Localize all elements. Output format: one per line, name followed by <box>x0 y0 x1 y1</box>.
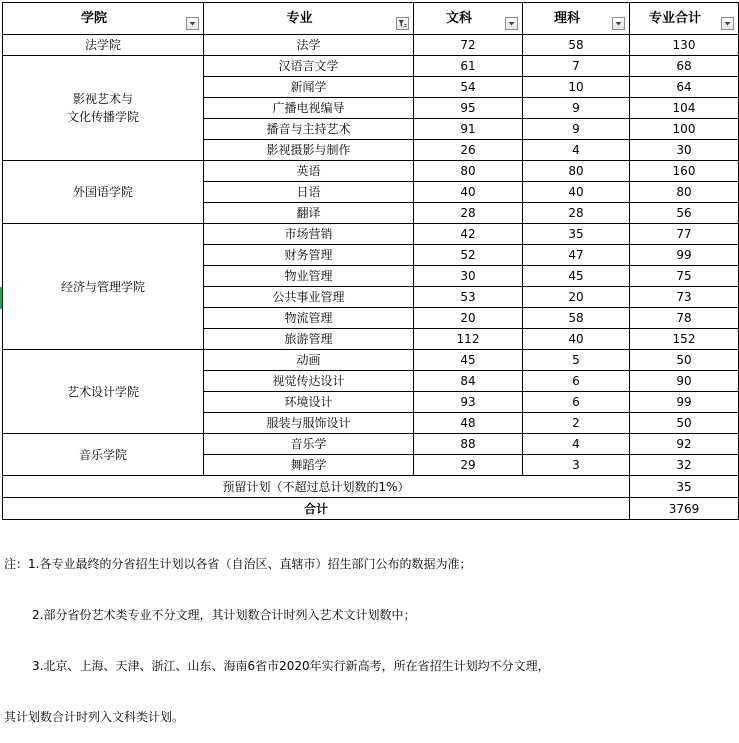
total-cell[interactable]: 32 <box>630 455 739 476</box>
arts-cell[interactable]: 61 <box>414 56 523 77</box>
college-name: 艺术设计学院 <box>66 384 139 399</box>
arts-cell[interactable]: 54 <box>414 77 523 98</box>
total-cell[interactable]: 64 <box>630 77 739 98</box>
science-cell[interactable]: 20 <box>523 287 630 308</box>
arts-cell[interactable]: 30 <box>414 266 523 287</box>
table-row <box>3 224 739 245</box>
major-cell[interactable]: 播音与主持艺术 <box>204 119 414 140</box>
arts-cell[interactable]: 42 <box>414 224 523 245</box>
major-cell[interactable]: 视觉传达设计 <box>204 371 414 392</box>
science-cell[interactable]: 58 <box>523 308 630 329</box>
dropdown-filter-icon[interactable] <box>612 17 625 30</box>
header-college-label: 学院 <box>80 10 107 26</box>
science-cell[interactable]: 47 <box>523 245 630 266</box>
science-cell[interactable]: 5 <box>523 350 630 371</box>
college-cell[interactable] <box>3 224 204 350</box>
science-cell[interactable]: 6 <box>523 392 630 413</box>
total-cell[interactable]: 56 <box>630 203 739 224</box>
grand-total-value[interactable]: 3769 <box>630 498 739 520</box>
science-cell[interactable]: 7 <box>523 56 630 77</box>
major-cell[interactable]: 服装与服饰设计 <box>204 413 414 434</box>
header-college <box>3 3 204 35</box>
major-cell[interactable]: 旅游管理 <box>204 329 414 350</box>
header-science-label: 理科 <box>553 10 580 26</box>
arts-cell[interactable]: 91 <box>414 119 523 140</box>
science-cell[interactable]: 3 <box>523 455 630 476</box>
major-cell[interactable]: 广播电视编导 <box>204 98 414 119</box>
total-cell[interactable]: 50 <box>630 413 739 434</box>
science-cell[interactable]: 58 <box>523 35 630 56</box>
arts-cell[interactable]: 80 <box>414 161 523 182</box>
college-cell[interactable] <box>3 161 204 224</box>
major-cell[interactable]: 财务管理 <box>204 245 414 266</box>
total-cell[interactable]: 160 <box>630 161 739 182</box>
total-cell[interactable]: 99 <box>630 245 739 266</box>
college-name: 影视艺术与 <box>72 92 133 106</box>
major-cell[interactable]: 市场营销 <box>204 224 414 245</box>
science-cell[interactable]: 2 <box>523 413 630 434</box>
college-cell[interactable] <box>3 434 204 476</box>
college-cell[interactable] <box>3 350 204 434</box>
arts-cell[interactable]: 48 <box>414 413 523 434</box>
header-science <box>523 3 630 35</box>
header-row <box>3 3 739 35</box>
major-cell[interactable]: 物业管理 <box>204 266 414 287</box>
major-cell[interactable]: 汉语言文学 <box>204 56 414 77</box>
table-row <box>3 161 739 182</box>
major-cell[interactable]: 影视摄影与制作 <box>204 140 414 161</box>
header-total-label: 专业合计 <box>648 10 701 26</box>
arts-cell[interactable]: 29 <box>414 455 523 476</box>
college-cell[interactable] <box>3 35 204 56</box>
enrollment-plan-sheet <box>2 2 738 520</box>
college-name: 经济与管理学院 <box>60 279 145 294</box>
reserve-row <box>3 476 739 498</box>
dropdown-filter-icon[interactable] <box>721 17 734 30</box>
college-name: 外国语学院 <box>72 185 133 199</box>
science-cell[interactable]: 6 <box>523 371 630 392</box>
footnote-line: 其计划数合计时列入文科类计划。 <box>4 710 185 724</box>
major-cell[interactable]: 法学 <box>204 35 414 56</box>
major-cell[interactable]: 翻译 <box>204 203 414 224</box>
arts-cell[interactable]: 112 <box>414 329 523 350</box>
arts-cell[interactable]: 28 <box>414 203 523 224</box>
total-cell[interactable]: 152 <box>630 329 739 350</box>
total-cell[interactable]: 104 <box>630 98 739 119</box>
total-cell[interactable]: 100 <box>630 119 739 140</box>
total-cell[interactable]: 73 <box>630 287 739 308</box>
total-cell[interactable]: 130 <box>630 35 739 56</box>
total-cell[interactable]: 68 <box>630 56 739 77</box>
grand-total-row <box>3 498 739 520</box>
header-arts-label: 文科 <box>445 10 472 26</box>
total-cell[interactable]: 78 <box>630 308 739 329</box>
total-cell[interactable]: 75 <box>630 266 739 287</box>
header-arts <box>414 3 523 35</box>
science-cell[interactable]: 4 <box>523 140 630 161</box>
arts-cell[interactable]: 95 <box>414 98 523 119</box>
header-major <box>204 3 414 35</box>
science-cell[interactable]: 80 <box>523 161 630 182</box>
college-name: 法学院 <box>84 38 121 52</box>
total-cell[interactable]: 99 <box>630 392 739 413</box>
grand-total-label[interactable]: 合计 <box>3 498 630 520</box>
table-row <box>3 56 739 77</box>
major-cell[interactable]: 日语 <box>204 182 414 203</box>
college-name: 音乐学院 <box>78 447 127 462</box>
arts-cell[interactable]: 26 <box>414 140 523 161</box>
major-cell[interactable]: 英语 <box>204 161 414 182</box>
filter-active-icon[interactable] <box>396 17 409 30</box>
science-cell[interactable]: 28 <box>523 203 630 224</box>
major-cell[interactable]: 动画 <box>204 350 414 371</box>
total-cell[interactable]: 90 <box>630 371 739 392</box>
total-cell[interactable]: 92 <box>630 434 739 455</box>
arts-cell[interactable]: 84 <box>414 371 523 392</box>
college-cell[interactable] <box>3 56 204 161</box>
enrollment-plan-table <box>2 2 739 520</box>
header-major-label: 专业 <box>286 10 313 26</box>
arts-cell[interactable]: 53 <box>414 287 523 308</box>
science-cell[interactable]: 4 <box>523 434 630 455</box>
footnote-line: 2.部分省份艺术类专业不分文理，其计划数合计时列入艺术文计划数中； <box>32 608 416 622</box>
major-cell[interactable]: 音乐学 <box>204 434 414 455</box>
science-cell[interactable]: 40 <box>523 329 630 350</box>
science-cell[interactable]: 9 <box>523 98 630 119</box>
arts-cell[interactable]: 52 <box>414 245 523 266</box>
footnotes <box>4 522 736 743</box>
major-cell[interactable]: 舞蹈学 <box>204 455 414 476</box>
footnote-line: 3.北京、上海、天津、浙江、山东、海南6省市2020年实行新高考，所在省招生计划均不分文理， <box>32 659 550 673</box>
arts-cell[interactable]: 72 <box>414 35 523 56</box>
table-row <box>3 434 739 455</box>
dropdown-filter-icon[interactable] <box>186 17 199 30</box>
major-cell[interactable]: 公共事业管理 <box>204 287 414 308</box>
dropdown-filter-icon[interactable] <box>505 17 518 30</box>
science-cell[interactable]: 9 <box>523 119 630 140</box>
college-name: 文化传播学院 <box>66 110 139 124</box>
total-cell[interactable]: 50 <box>630 350 739 371</box>
major-cell[interactable]: 新闻学 <box>204 77 414 98</box>
total-cell[interactable]: 30 <box>630 140 739 161</box>
science-cell[interactable]: 10 <box>523 77 630 98</box>
reserve-total[interactable]: 35 <box>630 476 739 498</box>
total-cell[interactable]: 80 <box>630 182 739 203</box>
table-row <box>3 350 739 371</box>
arts-cell[interactable]: 20 <box>414 308 523 329</box>
arts-cell[interactable]: 93 <box>414 392 523 413</box>
header-total <box>630 3 739 35</box>
science-cell[interactable]: 35 <box>523 224 630 245</box>
major-cell[interactable]: 物流管理 <box>204 308 414 329</box>
table-row <box>3 35 739 56</box>
science-cell[interactable]: 45 <box>523 266 630 287</box>
arts-cell[interactable]: 88 <box>414 434 523 455</box>
major-cell[interactable]: 环境设计 <box>204 392 414 413</box>
total-cell[interactable]: 77 <box>630 224 739 245</box>
science-cell[interactable]: 40 <box>523 182 630 203</box>
arts-cell[interactable]: 40 <box>414 182 523 203</box>
reserve-label[interactable]: 预留计划（不超过总计划数的1%） <box>3 476 630 498</box>
arts-cell[interactable]: 45 <box>414 350 523 371</box>
footnote-line: 注：1.各专业最终的分省招生计划以各省（自治区、直辖市）招生部门公布的数据为准； <box>4 557 472 571</box>
